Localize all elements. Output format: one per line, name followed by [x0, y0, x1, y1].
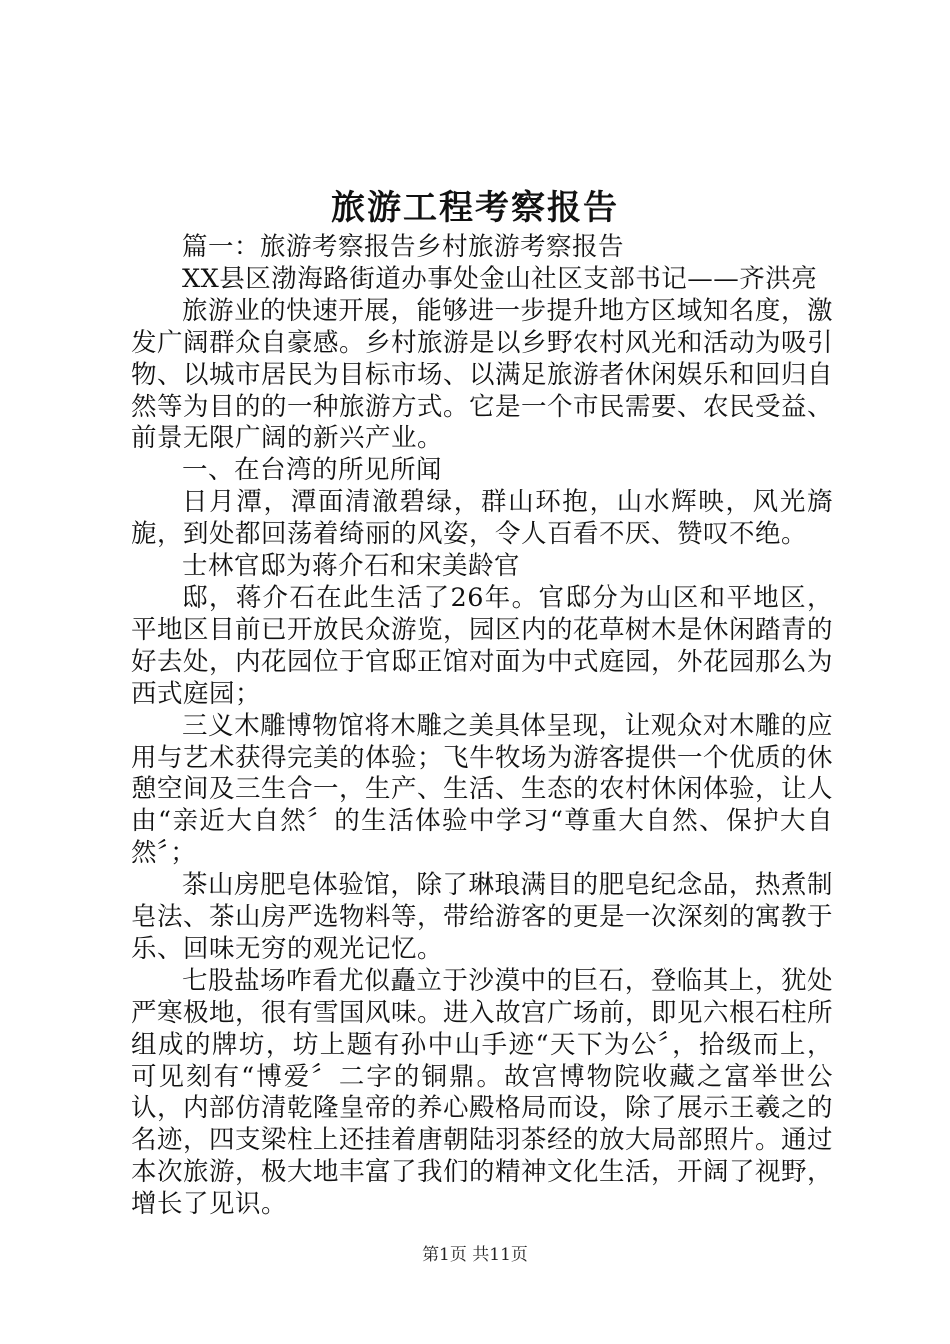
- paragraph: 七股盐场咋看尤似矗立于沙漠中的巨石，登临其上，犹处严寒极地，很有雪国风味。进入故宫广场前，即见六根石柱所组成的牌坊，坊上题有孙中山手迹“天下为公〞，拾级而上，可见刻有“博爱〞二字的铜鼎。故宫博物院收藏之富举世公认，内部仿清乾隆皇帝的养心殿格局而设，除了展示王羲之的名迹，四支梁柱上还挂着唐朝陆羽茶经的放大局部照片。通过本次旅游，极大地丰富了我们的精神文化生活，开阔了视野，增长了见识。: [131, 965, 834, 1220]
- paragraph: XX县区渤海路街道办事处金山社区支部书记——齐洪亮: [182, 263, 818, 294]
- paragraph: 三义木雕博物馆将木雕之美具体呈现，让观众对木雕的应用与艺术获得完美的体验；飞牛牧场为游客提供一个优质的休憩空间及三生合一，生产、生活、生态的农村休闲体验，让人由“亲近大自然〞的生活体验中学习“尊重大自然、保护大自然〞；: [131, 710, 834, 869]
- paragraph: 茶山房肥皂体验馆，除了琳琅满目的肥皂纪念品，热煮制皂法、茶山房严选物料等，带给游客的更是一次深刻的寓教于乐、回味无穷的观光记忆。: [131, 870, 834, 964]
- paragraph: 士林官邸为蒋介石和宋美龄官: [182, 551, 521, 582]
- paragraph: 邸，蒋介石在此生活了26年。官邸分为山区和平地区，平地区目前已开放民众游览，园区内的花草树木是休闲踏青的好去处，内花园位于官邸正馆对面为中式庭园，外花园那么为西式庭园；: [131, 582, 834, 709]
- paragraph: 日月潭，潭面清澈碧绿，群山环抱，山水辉映，风光旖旎，到处都回荡着绮丽的风姿，令人百看不厌、赞叹不绝。: [131, 487, 833, 550]
- paragraph: 篇一：旅游考察报告乡村旅游考察报告: [182, 232, 625, 262]
- document-body: [131, 232, 833, 1221]
- paragraph: 旅游业的快速开展，能够进一步提升地方区域知名度，激发广阔群众自豪感。乡村旅游是以乡野农村风光和活动为吸引物、以城市居民为目标市场、以满足旅游者休闲娱乐和回归自然等为目的的一种旅游方式。它是一个市民需要、农民受益、前景无限广阔的新兴产业。: [131, 295, 834, 454]
- paragraph: 一、在台湾的所见所闻: [182, 455, 443, 486]
- page-footer: 第1页 共11页: [422, 1245, 528, 1265]
- page-title: 旅游工程考察报告: [331, 188, 619, 228]
